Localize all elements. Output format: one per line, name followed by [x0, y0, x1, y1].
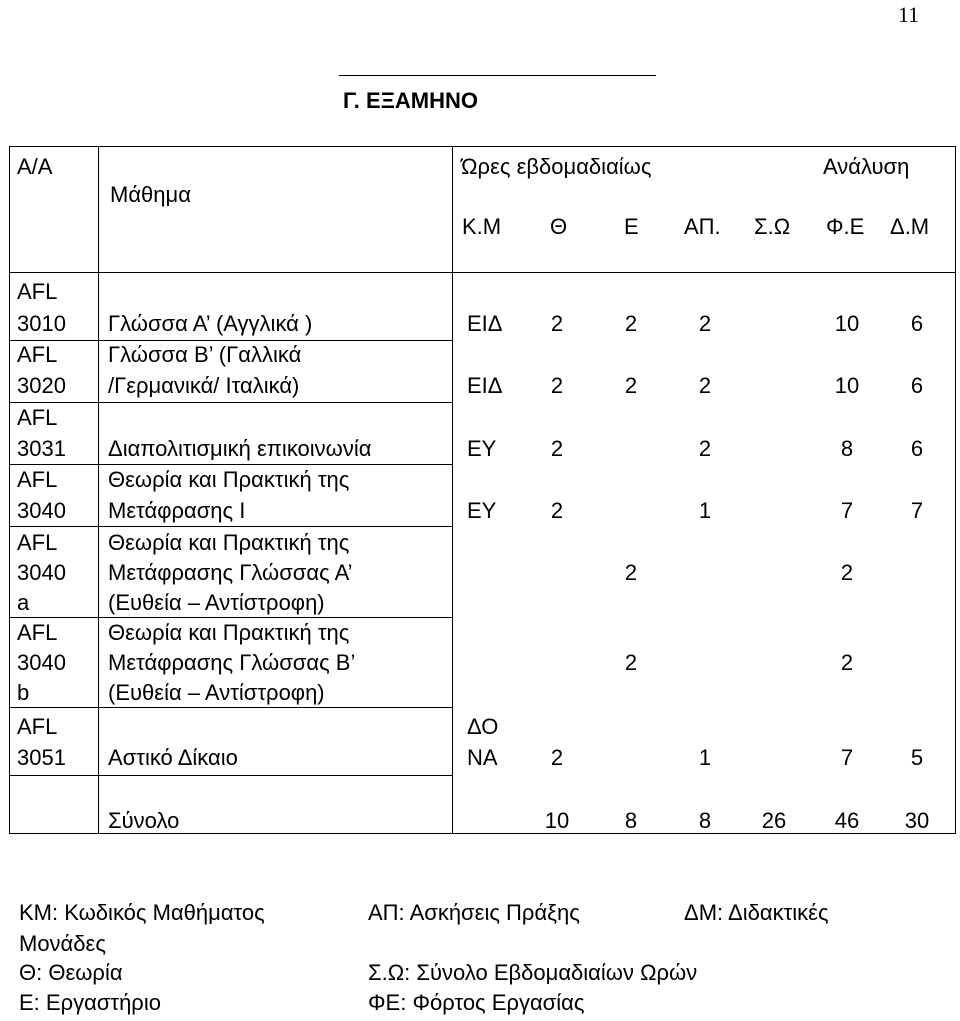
legend-ap: ΑΠ: Ασκήσεις Πράξης: [368, 900, 580, 925]
legend-dm: ΔΜ: Διδακτικές: [684, 900, 829, 925]
course-type: ΕΙΔ: [467, 373, 503, 398]
col-dm: Δ.Μ: [890, 214, 930, 239]
workload: 10: [834, 373, 860, 398]
course-type-line1: ΔΟ: [467, 714, 499, 739]
legend-so: Σ.Ω: Σύνολο Εβδομαδιαίων Ωρών: [368, 960, 698, 985]
theory-hours: 2: [550, 373, 564, 398]
header-divider: [9, 272, 955, 273]
header-weekly-hours: Ώρες εβδομαδιαίως: [461, 154, 652, 179]
theory-hours: 2: [550, 745, 564, 770]
col-so: Σ.Ω: [754, 214, 791, 239]
course-type-line2: ΝΑ: [467, 745, 498, 770]
course-title-line2: /Γερμανικά/ Ιταλικά): [108, 373, 300, 398]
course-code-prefix: AFL: [17, 620, 58, 645]
workload: 8: [840, 436, 854, 461]
total-label: Σύνολο: [108, 808, 180, 833]
header-analysis: Ανάλυση: [823, 154, 910, 179]
semester-title: Γ. ΕΞΑΜΗΝΟ: [343, 88, 478, 113]
total-hours: 1: [698, 745, 712, 770]
course-title-line2: Μετάφρασης Ι: [108, 498, 246, 523]
course-title-line3: (Ευθεία – Αντίστροφη): [108, 680, 325, 705]
credits: 6: [910, 311, 924, 336]
col-ap: ΑΠ.: [684, 214, 721, 239]
course-title-line1: Θεωρία και Πρακτική της: [108, 620, 350, 645]
course-title-line3: (Ευθεία – Αντίστροφη): [108, 590, 325, 615]
course-code-suffix: b: [17, 680, 30, 705]
workload: 7: [840, 498, 854, 523]
lab-hours: 2: [624, 650, 638, 675]
legend-dm-cont: Μονάδες: [19, 931, 106, 956]
col-fe: Φ.Ε: [826, 214, 865, 239]
course-code-prefix: AFL: [17, 714, 58, 739]
page-number: 11: [898, 2, 920, 27]
theory-hours: 2: [550, 498, 564, 523]
course-code-prefix: AFL: [17, 279, 58, 304]
col-km: Κ.Μ: [462, 214, 502, 239]
workload: 10: [834, 311, 860, 336]
lab-hours: 2: [624, 560, 638, 585]
course-code-prefix: AFL: [17, 342, 58, 367]
header-aa: Α/Α: [17, 154, 53, 179]
course-title: Γλώσσα Α’ (Αγγλικά ): [108, 311, 313, 336]
workload: 7: [840, 745, 854, 770]
course-code-number: 3020: [17, 373, 66, 398]
course-title-line2: Μετάφρασης Γλώσσας Β’: [108, 650, 356, 675]
total-hours: 1: [698, 498, 712, 523]
theory-hours: 2: [550, 311, 564, 336]
row-divider: [9, 707, 453, 708]
total-credits: 30: [904, 808, 930, 833]
row-divider: [9, 617, 453, 618]
total-lab: 8: [624, 808, 638, 833]
course-code-prefix: AFL: [17, 467, 58, 492]
total-hours: 2: [698, 436, 712, 461]
row-divider: [9, 775, 453, 776]
divider-subject: [452, 146, 453, 834]
course-type: ΕΥ: [467, 436, 497, 461]
course-code-prefix: AFL: [17, 405, 58, 430]
credits: 5: [910, 745, 924, 770]
row-divider: [9, 526, 453, 527]
workload: 2: [840, 560, 854, 585]
col-e: Ε: [624, 214, 639, 239]
course-type: ΕΥ: [467, 498, 497, 523]
divider-code: [98, 146, 99, 834]
course-title: Διαπολιτισμική επικοινωνία: [108, 436, 372, 461]
row-divider: [9, 464, 453, 465]
course-title-line1: Θεωρία και Πρακτική της: [108, 467, 350, 492]
legend-fe: ΦΕ: Φόρτος Εργασίας: [368, 990, 585, 1015]
lab-hours: 2: [624, 311, 638, 336]
theory-hours: 2: [550, 436, 564, 461]
course-code-number: 3051: [17, 745, 66, 770]
course-title: Αστικό Δίκαιο: [108, 745, 238, 770]
total-exercises: 8: [698, 808, 712, 833]
course-code-prefix: AFL: [17, 530, 58, 555]
course-code-number: 3031: [17, 436, 66, 461]
course-code-number: 3040: [17, 560, 66, 585]
total-theory: 10: [544, 808, 570, 833]
total-hours-sum: 26: [761, 808, 787, 833]
total-hours: 2: [698, 373, 712, 398]
lab-hours: 2: [624, 373, 638, 398]
course-code-suffix: a: [17, 590, 30, 615]
credits: 7: [910, 498, 924, 523]
course-title-line1: Γλώσσα Β’ (Γαλλικά: [108, 342, 302, 367]
credits: 6: [910, 436, 924, 461]
col-th: Θ: [550, 214, 568, 239]
credits: 6: [910, 373, 924, 398]
workload: 2: [840, 650, 854, 675]
course-title-line2: Μετάφρασης Γλώσσας Α’: [108, 560, 353, 585]
course-code-number: 3040: [17, 498, 66, 523]
course-code-number: 3010: [17, 311, 66, 336]
course-title-line1: Θεωρία και Πρακτική της: [108, 530, 350, 555]
header-subject: Μάθημα: [110, 182, 191, 207]
total-workload: 46: [834, 808, 860, 833]
total-hours: 2: [698, 311, 712, 336]
legend-th: Θ: Θεωρία: [19, 960, 123, 985]
course-code-number: 3040: [17, 650, 66, 675]
legend-km: ΚΜ: Κωδικός Μαθήματος: [19, 900, 265, 925]
row-divider: [9, 402, 453, 403]
title-rule: [339, 75, 656, 76]
course-type: ΕΙΔ: [467, 311, 503, 336]
legend-e: Ε: Εργαστήριο: [19, 990, 161, 1015]
